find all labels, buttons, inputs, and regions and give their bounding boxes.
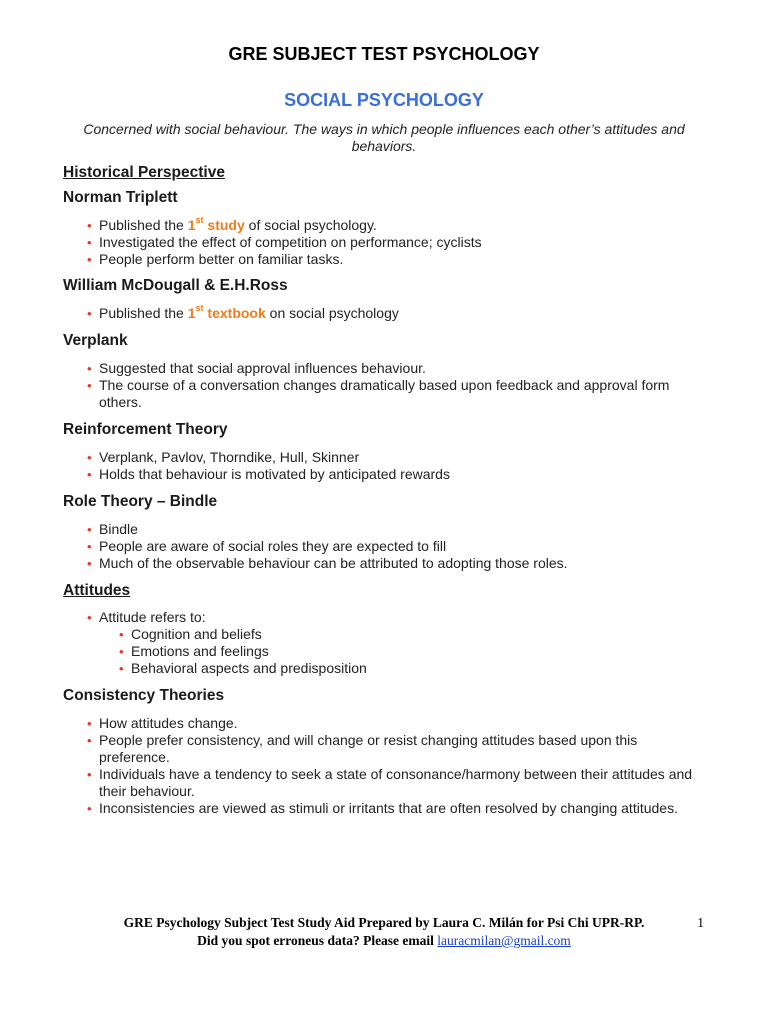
section-heading-consistency: Consistency Theories bbox=[63, 687, 225, 704]
section-heading-verplank: Verplank bbox=[63, 332, 128, 349]
highlight-ordinal: 1st study bbox=[187, 215, 245, 233]
list-attitudes bbox=[63, 609, 703, 677]
list-item: • Verplank, Pavlov, Thorndike, Hull, Skinner bbox=[63, 449, 703, 466]
list-item: • Individuals have a tendency to seek a state of consonance/harmony between their attitudes and their behaviour. bbox=[63, 766, 703, 800]
list-item: • Attitude refers to: bbox=[63, 609, 703, 626]
list-triplett bbox=[63, 217, 703, 268]
section-heading-triplett: Norman Triplett bbox=[63, 189, 178, 206]
section-heading-reinforcement: Reinforcement Theory bbox=[63, 421, 228, 438]
list-item: • Bindle bbox=[63, 521, 703, 538]
section-heading-attitudes: Attitudes bbox=[63, 582, 131, 599]
list-item: • Suggested that social approval influences behaviour. bbox=[63, 360, 703, 377]
list-subitem: • Cognition and beliefs bbox=[63, 626, 703, 643]
footer-credit: GRE Psychology Subject Test Study Aid Prepared by Laura C. Milán for Psi Chi UPR-RP. bbox=[123, 915, 645, 930]
section-heading-role-theory: Role Theory – Bindle bbox=[63, 493, 218, 510]
list-item: • Much of the observable behaviour can be attributed to adopting those roles. bbox=[63, 555, 703, 572]
page-footer bbox=[60, 914, 708, 950]
list-consistency bbox=[63, 715, 703, 817]
page-title: GRE SUBJECT TEST PSYCHOLOGY bbox=[228, 44, 540, 64]
email-link[interactable]: lauracmilan@gmail.com bbox=[437, 933, 571, 948]
list-reinforcement bbox=[63, 449, 703, 483]
list-item: • How attitudes change. bbox=[63, 715, 703, 732]
page-subtitle: SOCIAL PSYCHOLOGY bbox=[284, 90, 484, 110]
list-item: • People perform better on familiar tasks. bbox=[63, 251, 703, 268]
intro-text: Concerned with social behaviour. The ways in which people influences each other’s attitudes and behaviors. bbox=[83, 121, 685, 154]
section-heading-historical: Historical Perspective bbox=[63, 164, 225, 181]
highlight-ordinal: 1st textbook bbox=[187, 303, 266, 321]
list-verplank bbox=[63, 360, 703, 411]
list-subitem: • Behavioral aspects and predisposition bbox=[63, 660, 703, 677]
list-item: • Investigated the effect of competition on performance; cyclists bbox=[63, 234, 703, 251]
list-role-theory bbox=[63, 521, 703, 572]
list-item: • Published the 1st study of social psychology. bbox=[63, 217, 703, 234]
list-subitem: • Emotions and feelings bbox=[63, 643, 703, 660]
footer-contact: Did you spot erroneus data? Please email bbox=[197, 933, 438, 948]
list-item: • Published the 1st textbook on social psychology bbox=[63, 305, 703, 322]
content-body bbox=[63, 163, 703, 817]
section-heading-mcdougall: William McDougall & E.H.Ross bbox=[63, 277, 288, 294]
list-item: • People are aware of social roles they are expected to fill bbox=[63, 538, 703, 555]
list-item: • People prefer consistency, and will change or resist changing attitudes based upon this preference. bbox=[63, 732, 703, 766]
list-item: • The course of a conversation changes dramatically based upon feedback and approval form others. bbox=[63, 377, 703, 411]
page-number: 1 bbox=[697, 915, 704, 930]
list-mcdougall bbox=[63, 305, 703, 322]
list-item: • Holds that behaviour is motivated by anticipated rewards bbox=[63, 466, 703, 483]
list-item: • Inconsistencies are viewed as stimuli or irritants that are often resolved by changing attitudes. bbox=[63, 800, 703, 817]
